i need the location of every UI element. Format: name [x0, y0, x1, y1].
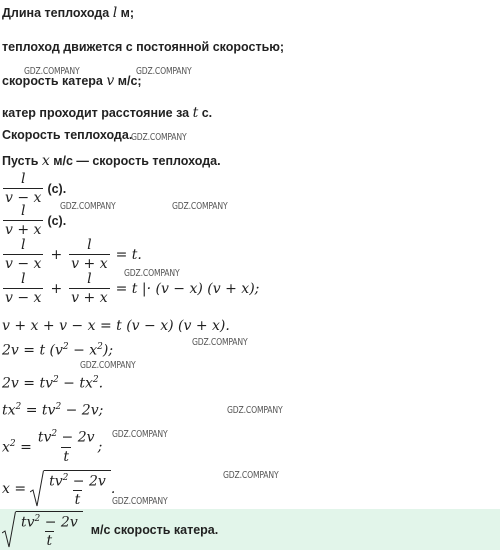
formula-time-downstream	[2, 172, 66, 205]
fraction-numerator: l	[20, 237, 26, 253]
formula-part: = tv	[21, 402, 56, 419]
formula-rearranged	[2, 402, 103, 419]
fraction-denominator: v − x	[5, 256, 42, 272]
watermark: GDZ.COMPANY	[60, 201, 116, 212]
square-root	[30, 470, 111, 508]
fraction	[19, 515, 80, 549]
formula-part: − 2v;	[61, 402, 104, 419]
watermark: GDZ.COMPANY	[192, 337, 248, 348]
watermark: GDZ.COMPANY	[227, 405, 283, 416]
formula-expanded: v + x + v − x = t (v − x) (v + x).	[2, 318, 230, 334]
fraction-numerator	[36, 430, 97, 447]
fraction-numerator: l	[20, 171, 26, 187]
line-steamer-speed-heading: Скорость теплохода.	[2, 128, 133, 142]
formula-equation	[2, 238, 142, 271]
square-root	[2, 511, 83, 549]
fraction-denominator: v − x	[5, 190, 42, 206]
formula-part: tv	[37, 429, 52, 446]
formula-part: );	[102, 342, 114, 359]
fraction	[69, 272, 109, 305]
formula-x-squared	[2, 430, 102, 464]
fraction-numerator	[47, 474, 108, 491]
fraction-denominator: v − x	[5, 290, 42, 306]
line-boat-speed-pre: скорость катера	[2, 74, 107, 88]
fraction-numerator: l	[20, 203, 26, 219]
equation-rhs: = t.	[115, 246, 142, 263]
radicand	[44, 470, 111, 508]
watermark: GDZ.COMPANY	[80, 360, 136, 371]
fraction-numerator: l	[20, 271, 26, 287]
var-x: x	[41, 153, 50, 169]
var-v: v	[106, 73, 115, 89]
line-let-x	[2, 153, 221, 169]
fraction-numerator	[19, 515, 80, 532]
formula-part: x	[2, 439, 10, 456]
line-boat-time	[2, 105, 212, 121]
exponent: 2	[15, 402, 22, 412]
line-steamer-speed: теплоход движется с постоянной скоростью;	[2, 40, 285, 54]
formula-part: − 2v	[57, 429, 95, 446]
exponent: 2	[51, 429, 58, 439]
formula-part: 2v = tv	[2, 375, 53, 392]
formula-part: 2v = t (v	[2, 342, 63, 359]
formula-lhs	[2, 439, 32, 456]
exponent: 2	[52, 375, 59, 385]
exponent: 2	[9, 438, 16, 449]
fraction-denominator: v + x	[71, 256, 108, 272]
var-t: t	[192, 105, 199, 121]
formula-part: − 2v	[68, 473, 106, 490]
exponent: 2	[34, 513, 41, 524]
fraction-numerator: l	[87, 271, 92, 287]
watermark: GDZ.COMPANY	[24, 66, 80, 77]
watermark: GDZ.COMPANY	[136, 66, 192, 77]
line-length-post: м;	[117, 6, 135, 20]
formula-tail: ;	[97, 438, 103, 455]
formula-tail: (с).	[47, 213, 67, 228]
fraction	[69, 238, 109, 271]
formula-part: .	[98, 375, 104, 392]
exponent: 2	[92, 375, 99, 385]
formula-time-upstream	[2, 204, 66, 237]
var-l: l	[112, 5, 118, 21]
fraction	[3, 272, 43, 305]
radical-sign-icon	[30, 470, 44, 508]
line-boat-speed-post: м/с;	[114, 74, 142, 88]
answer-text: м/с скорость катера.	[90, 523, 219, 537]
fraction	[3, 172, 43, 205]
formula-tail: .	[110, 481, 116, 497]
formula-lhs: x =	[2, 481, 27, 497]
line-length	[2, 5, 134, 21]
exponent: 2	[55, 402, 62, 412]
exponent: 2	[62, 342, 69, 352]
fraction	[47, 474, 108, 508]
exponent: 2	[97, 342, 103, 352]
exponent: 2	[62, 472, 69, 483]
fraction	[36, 430, 97, 464]
watermark: GDZ.COMPANY	[112, 429, 168, 440]
fraction-denominator: v + x	[71, 290, 108, 306]
radicand	[16, 511, 83, 549]
formula-part: tx	[2, 402, 16, 419]
line-let-x-post: м/с — скорость теплохода.	[49, 154, 221, 168]
fraction-denominator: t	[74, 492, 81, 509]
plus-sign: +	[50, 246, 63, 263]
watermark: GDZ.COMPANY	[223, 470, 279, 481]
fraction	[3, 238, 43, 271]
fraction-denominator: t	[63, 448, 70, 465]
equals-sign: =	[15, 439, 32, 456]
line-boat-time-post: с.	[198, 106, 213, 120]
line-boat-time-pre: катер проходит расстояние за	[2, 106, 193, 120]
line-let-x-pre: Пусть	[2, 154, 42, 168]
watermark: GDZ.COMPANY	[172, 201, 228, 212]
watermark: GDZ.COMPANY	[112, 496, 168, 507]
formula-x-root	[2, 470, 115, 508]
formula-part: tv	[49, 473, 63, 490]
answer	[2, 511, 218, 549]
watermark: GDZ.COMPANY	[131, 132, 187, 143]
radical-sign-icon	[2, 511, 16, 549]
plus-sign: +	[50, 280, 63, 297]
fraction	[3, 204, 43, 237]
fraction-denominator: v + x	[5, 222, 42, 238]
formula-part: − 2v	[40, 514, 78, 531]
equation-rhs: = t |· (v − x) (v + x);	[115, 280, 260, 297]
formula-part: − tx	[58, 375, 93, 392]
formula-part: tv	[21, 514, 35, 531]
fraction-numerator: l	[87, 237, 92, 253]
fraction-denominator: t	[46, 533, 53, 550]
formula-factored	[2, 342, 113, 359]
watermark: GDZ.COMPANY	[124, 268, 180, 279]
formula-distributed	[2, 375, 103, 392]
formula-tail: (с).	[47, 181, 67, 196]
formula-part: − x	[68, 342, 98, 359]
line-length-pre: Длина теплохода	[2, 6, 113, 20]
